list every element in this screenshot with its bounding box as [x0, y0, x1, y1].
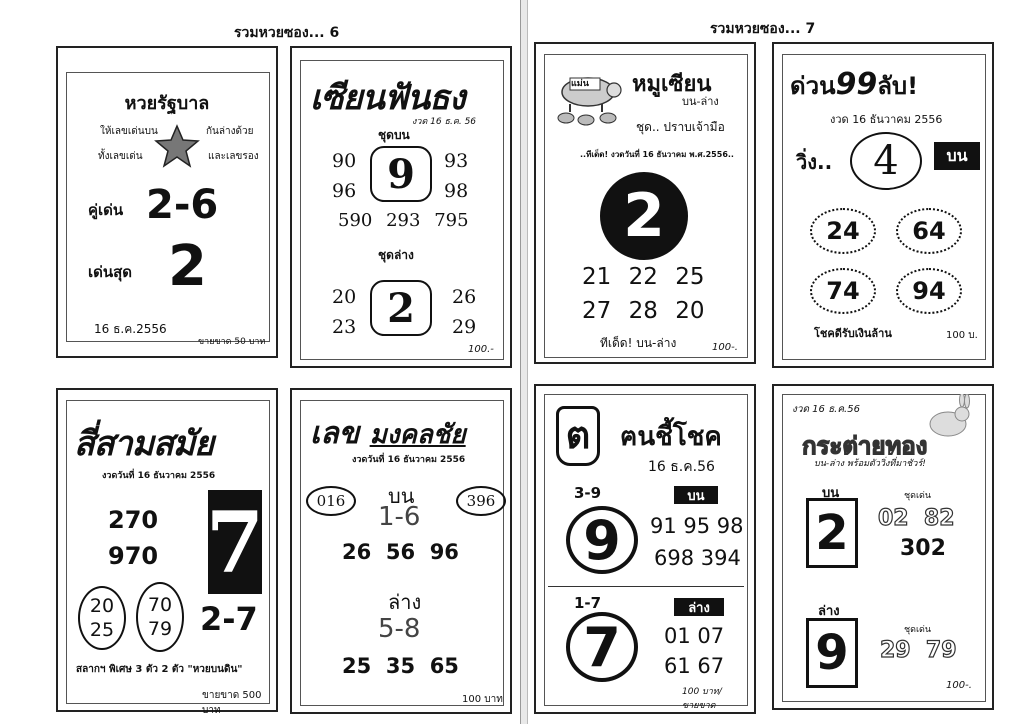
title-part: ลับ! [877, 72, 919, 100]
date-text: 16 ธ.ค.56 [648, 459, 715, 475]
bottom-pair: 1-7 [574, 594, 602, 612]
footer-text: สลากฯ พิเศษ 3 ตัว 2 ตัว "หวยบนดิน" [76, 664, 243, 675]
hint-line: ให้เลขเด่นบน [100, 126, 158, 137]
top-digit-circle: 9 [566, 506, 638, 574]
date-text: งวดวันที่ 16 ธันวาคม 2556 [352, 455, 466, 465]
price-text: 100.- [468, 344, 494, 355]
bottom-digit-box: 9 [806, 618, 858, 688]
number-item: 20 [675, 298, 705, 324]
panel-title: เซียนฟันธง [310, 78, 465, 118]
section-label: บน [388, 484, 415, 508]
number-row: 29 79 [880, 638, 957, 663]
logo-badge: ต [556, 406, 600, 466]
section-divider [548, 586, 744, 587]
number-column [332, 146, 356, 206]
date-text: 16 ธ.ค.2556 [94, 322, 167, 336]
panel-subtitle: บน-ล่าง [682, 95, 719, 108]
number-item: 25 [675, 264, 705, 290]
pig-icon [550, 66, 628, 126]
number-circle: 94 [896, 268, 962, 314]
number-row: 26 56 96 [342, 540, 459, 564]
number-circle: 74 [810, 268, 876, 314]
pair-value: 2-7 [200, 600, 258, 638]
panel-title: ฅนชี้โชค [620, 422, 722, 452]
top-value: 2 [168, 234, 207, 299]
number-item: 20 [89, 595, 115, 617]
number-row [582, 264, 704, 290]
pair-oval [136, 582, 184, 652]
top-digit-box: 2 [806, 498, 858, 568]
note-text: ..ทีเด็ด! งวดวันที่ 16 ธันวาคม พ.ศ.2556.. [580, 150, 734, 159]
page-spine [520, 0, 528, 724]
title-part: ด่วน [790, 72, 836, 100]
star-icon [154, 124, 200, 168]
bottom-pair: 5-8 [378, 614, 421, 644]
number-column [444, 146, 468, 206]
number-item: 27 [582, 298, 612, 324]
triple-column [108, 502, 158, 574]
hint-line: กันล่างด้วย [206, 126, 254, 137]
date-text: งวด 16 ธ.ค. 56 [412, 117, 477, 127]
section-label: บน [822, 486, 840, 501]
triple-oval: 396 [456, 486, 506, 516]
number-circle: 64 [896, 208, 962, 254]
number-item: 90 [332, 150, 357, 172]
panel-title: กระต่ายทอง [802, 432, 928, 460]
number-row [582, 298, 704, 324]
panel-kratai-thong [772, 384, 994, 710]
price-text: 100 บ. [946, 330, 978, 341]
panel-duan-99 [772, 42, 994, 368]
triple-row [338, 210, 469, 231]
bottom-tag: ล่าง [674, 598, 724, 616]
triple-number: 302 [900, 536, 946, 561]
number-item: 20 [332, 286, 357, 308]
tagline: ชุด.. ปราบเจ้ามือ [636, 120, 725, 134]
section-label: ชุดบน [378, 128, 410, 142]
number-item: 93 [444, 150, 469, 172]
bottom-digit-box: 2 [370, 280, 432, 336]
price-text: 100-. [712, 342, 738, 353]
run-label: วิ่ง.. [796, 150, 833, 174]
triple-number: 970 [108, 542, 159, 570]
number-item: 70 [147, 594, 173, 616]
number-column [452, 282, 476, 342]
footer-text: โชคดีรับเงินล้าน [814, 327, 892, 340]
panel-sian-fantong [290, 46, 512, 368]
number-item: 26 [452, 286, 477, 308]
triple-oval: 016 [306, 486, 356, 516]
left-page-header: รวมหวยซอง... 6 [234, 25, 340, 41]
price-text: ขายขาด 500 บาท [202, 690, 262, 716]
main-digit-block: 7 [208, 490, 262, 594]
panel-government-lottery [56, 46, 278, 358]
number-row: 698 394 [654, 546, 741, 570]
panel-si-sam-samai [56, 388, 278, 716]
number-item: 22 [628, 264, 658, 290]
panel-title [790, 66, 918, 105]
hint-line: และเลขรอง [208, 151, 259, 162]
triple-number: 590 [338, 210, 373, 231]
pair-value: 2-6 [146, 182, 219, 228]
panel-lek-mongkhonchai [290, 388, 512, 714]
number-row: 61 67 [664, 654, 725, 678]
panel-title: หมูเซียน [632, 72, 712, 97]
panel-subtitle: บน-ล่าง พร้อมตัววิ่งที่มาชัวร์! [814, 459, 926, 469]
panel-title [310, 410, 466, 457]
section-label: ล่าง [388, 590, 422, 614]
hint-text: ชุดเด่น [904, 491, 932, 501]
number-item: 79 [147, 618, 173, 640]
panel-title: สี่สามสมัย [74, 424, 214, 464]
bottom-digit-circle: 7 [566, 612, 638, 682]
number-row: 01 07 [664, 624, 725, 648]
top-tag: บน [934, 142, 980, 170]
right-page-header: รวมหวยซอง... 7 [710, 21, 816, 37]
price-text: ขายขาด 50 บาท [198, 337, 266, 347]
hint-text: ชุดเด่น [904, 625, 932, 635]
triple-number: 293 [386, 210, 421, 231]
price-text: 100 บาท/ขายขาด [682, 687, 722, 711]
panel-title: หวยรัฐบาล [124, 93, 210, 114]
number-item: 98 [444, 180, 469, 202]
number-item: 96 [332, 180, 357, 202]
number-column [332, 282, 356, 342]
panel-khon-chi-chok [534, 384, 756, 714]
section-label: ล่าง [818, 604, 840, 619]
pair-oval [78, 586, 126, 650]
number-item: 25 [89, 619, 115, 641]
top-pair: 1-6 [378, 502, 421, 532]
number-circle: 24 [810, 208, 876, 254]
top-tag: บน [674, 486, 718, 504]
triple-number: 795 [434, 210, 469, 231]
sign-text: แม่น [571, 79, 589, 89]
number-item: 29 [452, 316, 477, 338]
top-digit-box: 9 [370, 146, 432, 202]
pair-label: คู่เด่น [88, 201, 124, 219]
date-text: งวดวันที่ 16 ธันวาคม 2556 [102, 471, 216, 481]
number-item: 23 [332, 316, 357, 338]
title-number: 99 [835, 67, 878, 102]
rabbit-icon [922, 394, 972, 438]
main-digit-circle: 2 [600, 172, 688, 260]
title-part: เลข [310, 416, 360, 451]
price-text: 100-. [946, 680, 972, 691]
number-item: 21 [582, 264, 612, 290]
top-label: เด่นสุด [88, 263, 133, 281]
date-text: งวด 16 ธ.ค.56 [792, 404, 860, 415]
top-pair: 3-9 [574, 484, 602, 502]
panel-mu-sian [534, 42, 756, 364]
section-label: ชุดล่าง [378, 248, 414, 262]
price-text: 100 บาท [462, 694, 503, 705]
title-part: มงคลชัย [369, 420, 466, 450]
date-text: งวด 16 ธันวาคม 2556 [830, 113, 943, 126]
number-row: 02 82 [878, 506, 955, 531]
hint-line: ทั้งเลขเด่น [98, 151, 143, 162]
number-item: 28 [628, 298, 658, 324]
run-digit-circle: 4 [850, 132, 922, 190]
triple-number: 270 [108, 506, 159, 534]
number-row: 91 95 98 [650, 514, 744, 538]
number-row: 25 35 65 [342, 654, 459, 678]
footer-text: ทีเด็ด! บน-ล่าง [600, 336, 677, 350]
